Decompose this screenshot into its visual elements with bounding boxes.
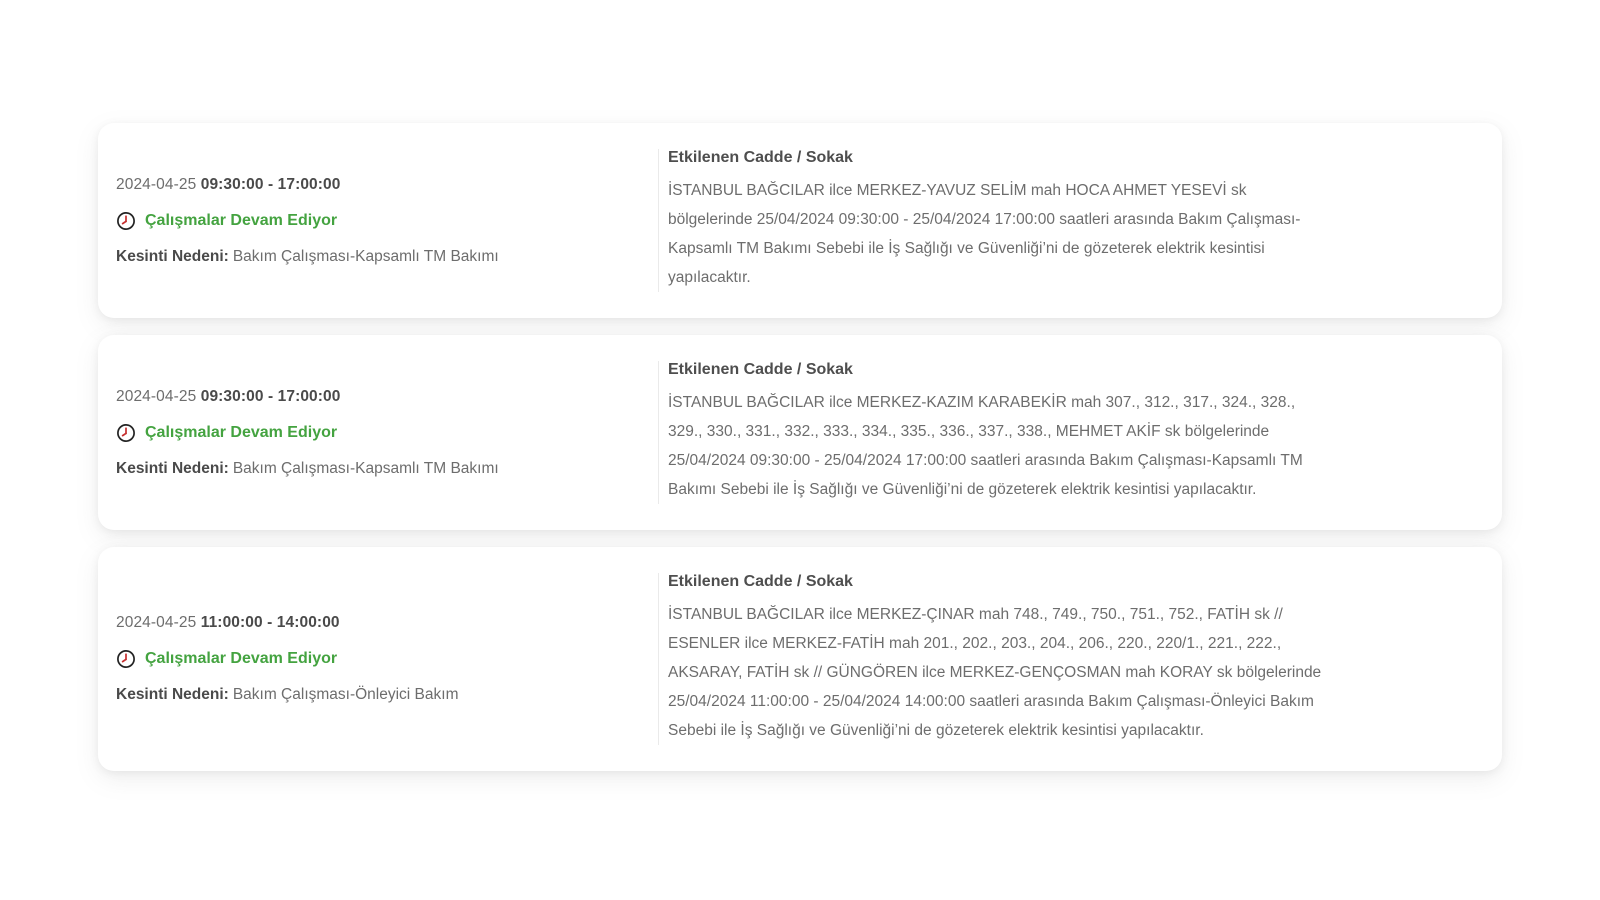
affected-area <box>658 361 1502 504</box>
affected-street-heading: Etkilenen Cadde / Sokak <box>668 573 853 590</box>
outage-card <box>98 123 1502 318</box>
reason-value: Bakım Çalışması-Önleyici Bakım <box>232 686 459 703</box>
affected-area <box>658 149 1502 292</box>
outage-date <box>116 614 618 632</box>
status-badge: Çalışmalar Devam Ediyor <box>145 650 338 667</box>
affected-area <box>658 573 1502 745</box>
outage-summary <box>98 149 658 292</box>
clock-icon <box>116 211 136 231</box>
reason-value: Bakım Çalışması-Kapsamlı TM Bakımı <box>232 459 499 477</box>
status-row <box>116 423 618 443</box>
outage-card <box>98 547 1502 771</box>
outage-description: İSTANBUL BAĞCILAR ilce MERKEZ-YAVUZ SELİM mah HOCA AHMET YESEVİ sk bölgelerinde 25/04/2024 09:30:00 - 25/04/2024 17:00:00 saatleri arasında Bakım Çalışması-Kapsamlı TM Bakımı Sebebi ile İş Sağlığı ve Güvenliği’ni de gözeterek elektrik kesintisi yapılacaktır. <box>668 182 1301 286</box>
outage-description: İSTANBUL BAĞCILAR ilce MERKEZ-KAZIM KARABEKİR mah 307., 312., 317., 324., 328., 329., 330., 331., 332., 333., 334., 335., 336., 337., 338., MEHMET AKİF sk bölgelerinde 25/04/2024 09:30:00 - 25/04/2024 17:00:00 saatleri arasında Bakım Çalışması-Kapsamlı TM Bakımı Sebebi ile İş Sağlığı ve Güvenliği’ni de gözeterek elektrik kesintisi yapılacaktır. <box>668 394 1303 498</box>
clock-icon <box>116 649 136 669</box>
status-row <box>116 211 618 231</box>
outage-summary <box>98 573 658 745</box>
affected-street-heading: Etkilenen Cadde / Sokak <box>668 149 853 166</box>
time-range: 11:00:00 - 14:00:00 <box>200 614 340 631</box>
status-row <box>116 649 618 669</box>
outage-description: İSTANBUL BAĞCILAR ilce MERKEZ-ÇINAR mah 748., 749., 750., 751., 752., FATİH sk // ESENLER ilce MERKEZ-FATİH mah 201., 202., 203., 204., 206., 220., 220/1., 221., 222., AKSARAY, FATİH sk // GÜNGÖREN ilce MERKEZ-GENÇOSMAN mah KORAY sk bölgelerinde 25/04/2024 11:00:00 - 25/04/2024 14:00:00 saatleri arasında Bakım Çalışması-Önleyici Bakım Sebebi ile İş Sağlığı ve Güvenliği’ni de gözeterek elektrik kesintisi yapılacaktır. <box>668 606 1322 739</box>
outage-date <box>116 388 618 406</box>
outage-date <box>116 176 618 194</box>
outage-list <box>98 0 1502 771</box>
clock-icon <box>116 423 136 443</box>
reason-label: Kesinti Nedeni: <box>116 459 229 477</box>
reason-label: Kesinti Nedeni: <box>116 686 229 703</box>
outage-card <box>98 335 1502 530</box>
outage-reason <box>116 248 618 266</box>
reason-value: Bakım Çalışması-Kapsamlı TM Bakımı <box>232 247 499 265</box>
status-badge: Çalışmalar Devam Ediyor <box>145 423 338 441</box>
outage-reason <box>116 460 618 478</box>
status-badge: Çalışmalar Devam Ediyor <box>145 211 338 229</box>
time-range: 09:30:00 - 17:00:00 <box>200 175 341 193</box>
affected-street-heading: Etkilenen Cadde / Sokak <box>668 361 853 378</box>
reason-label: Kesinti Nedeni: <box>116 247 229 265</box>
outage-reason <box>116 686 618 704</box>
outage-summary <box>98 361 658 504</box>
time-range: 09:30:00 - 17:00:00 <box>200 387 341 405</box>
date-text: 2024-04-25 <box>116 614 197 631</box>
date-text: 2024-04-25 <box>116 387 197 405</box>
date-text: 2024-04-25 <box>116 175 197 193</box>
